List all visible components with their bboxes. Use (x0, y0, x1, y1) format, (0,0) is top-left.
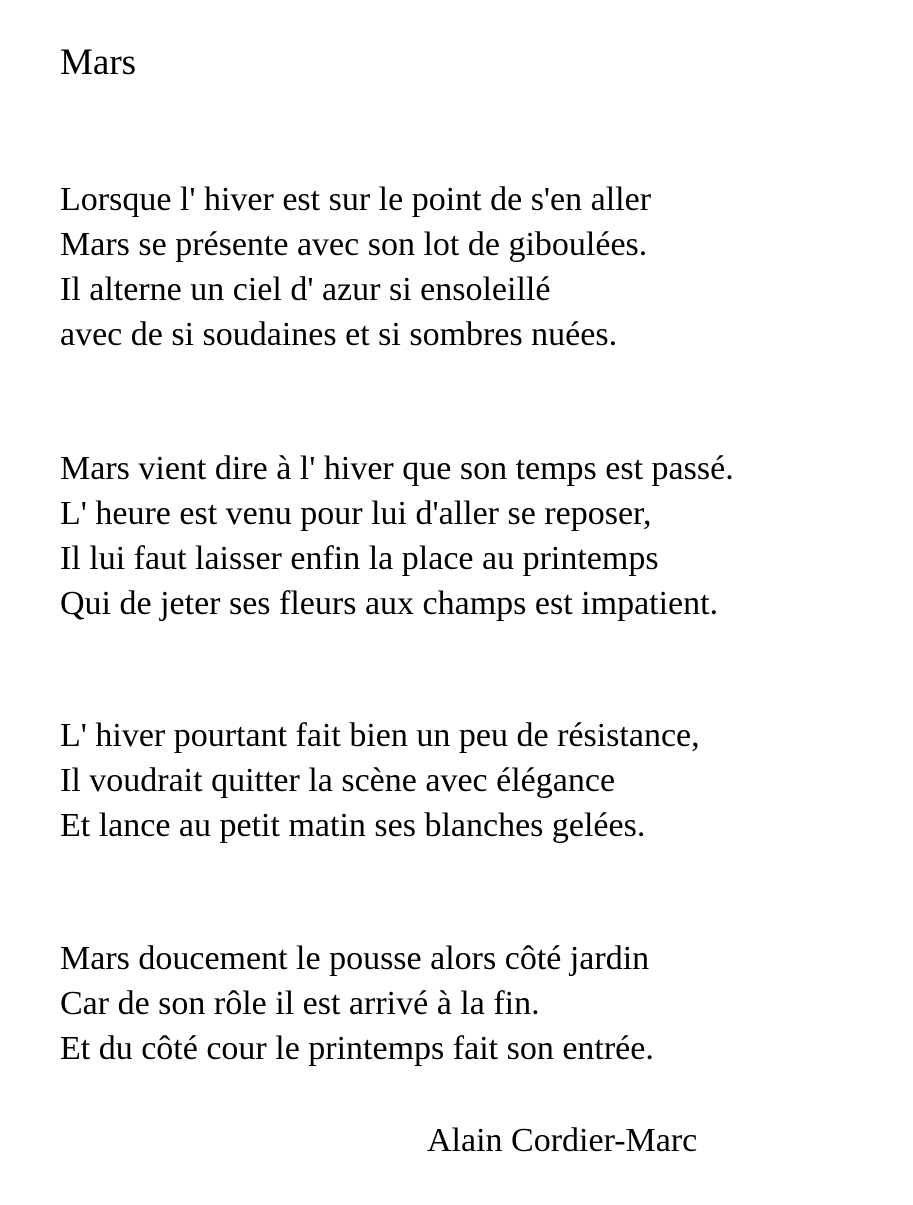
verse-line: Lorsque l' hiver est sur le point de s'en aller (60, 181, 652, 218)
verse-line: Mars se présente avec son lot de giboulées. (60, 226, 648, 263)
verse-line: Et lance au petit matin ses blanches gelées. (60, 807, 646, 844)
verse-line: Mars doucement le pousse alors côté jardin (60, 940, 650, 977)
verse-line: Il lui faut laisser enfin la place au printemps (60, 540, 659, 577)
poem-title: Mars (60, 42, 137, 83)
verse-line: Qui de jeter ses fleurs aux champs est impatient. (60, 585, 719, 622)
verse-line: Car de son rôle il est arrivé à la fin. (60, 985, 540, 1022)
poem-author: Alain Cordier-Marc (427, 1122, 698, 1159)
verse-line: avec de si soudaines et si sombres nuées. (60, 316, 618, 353)
verse-line: Mars vient dire à l' hiver que son temps est passé. (60, 450, 734, 487)
verse-line: Et du côté cour le printemps fait son entrée. (60, 1030, 654, 1067)
stanza-1 (60, 177, 651, 357)
stanza-3 (60, 713, 700, 848)
stanza-4 (60, 936, 654, 1071)
stanza-2 (60, 446, 734, 626)
verse-line: Il voudrait quitter la scène avec élégance (60, 762, 616, 799)
verse-line: L' heure est venu pour lui d'aller se reposer, (60, 495, 652, 532)
verse-line: L' hiver pourtant fait bien un peu de résistance, (60, 717, 700, 754)
verse-line: Il alterne un ciel d' azur si ensoleillé (60, 271, 551, 308)
